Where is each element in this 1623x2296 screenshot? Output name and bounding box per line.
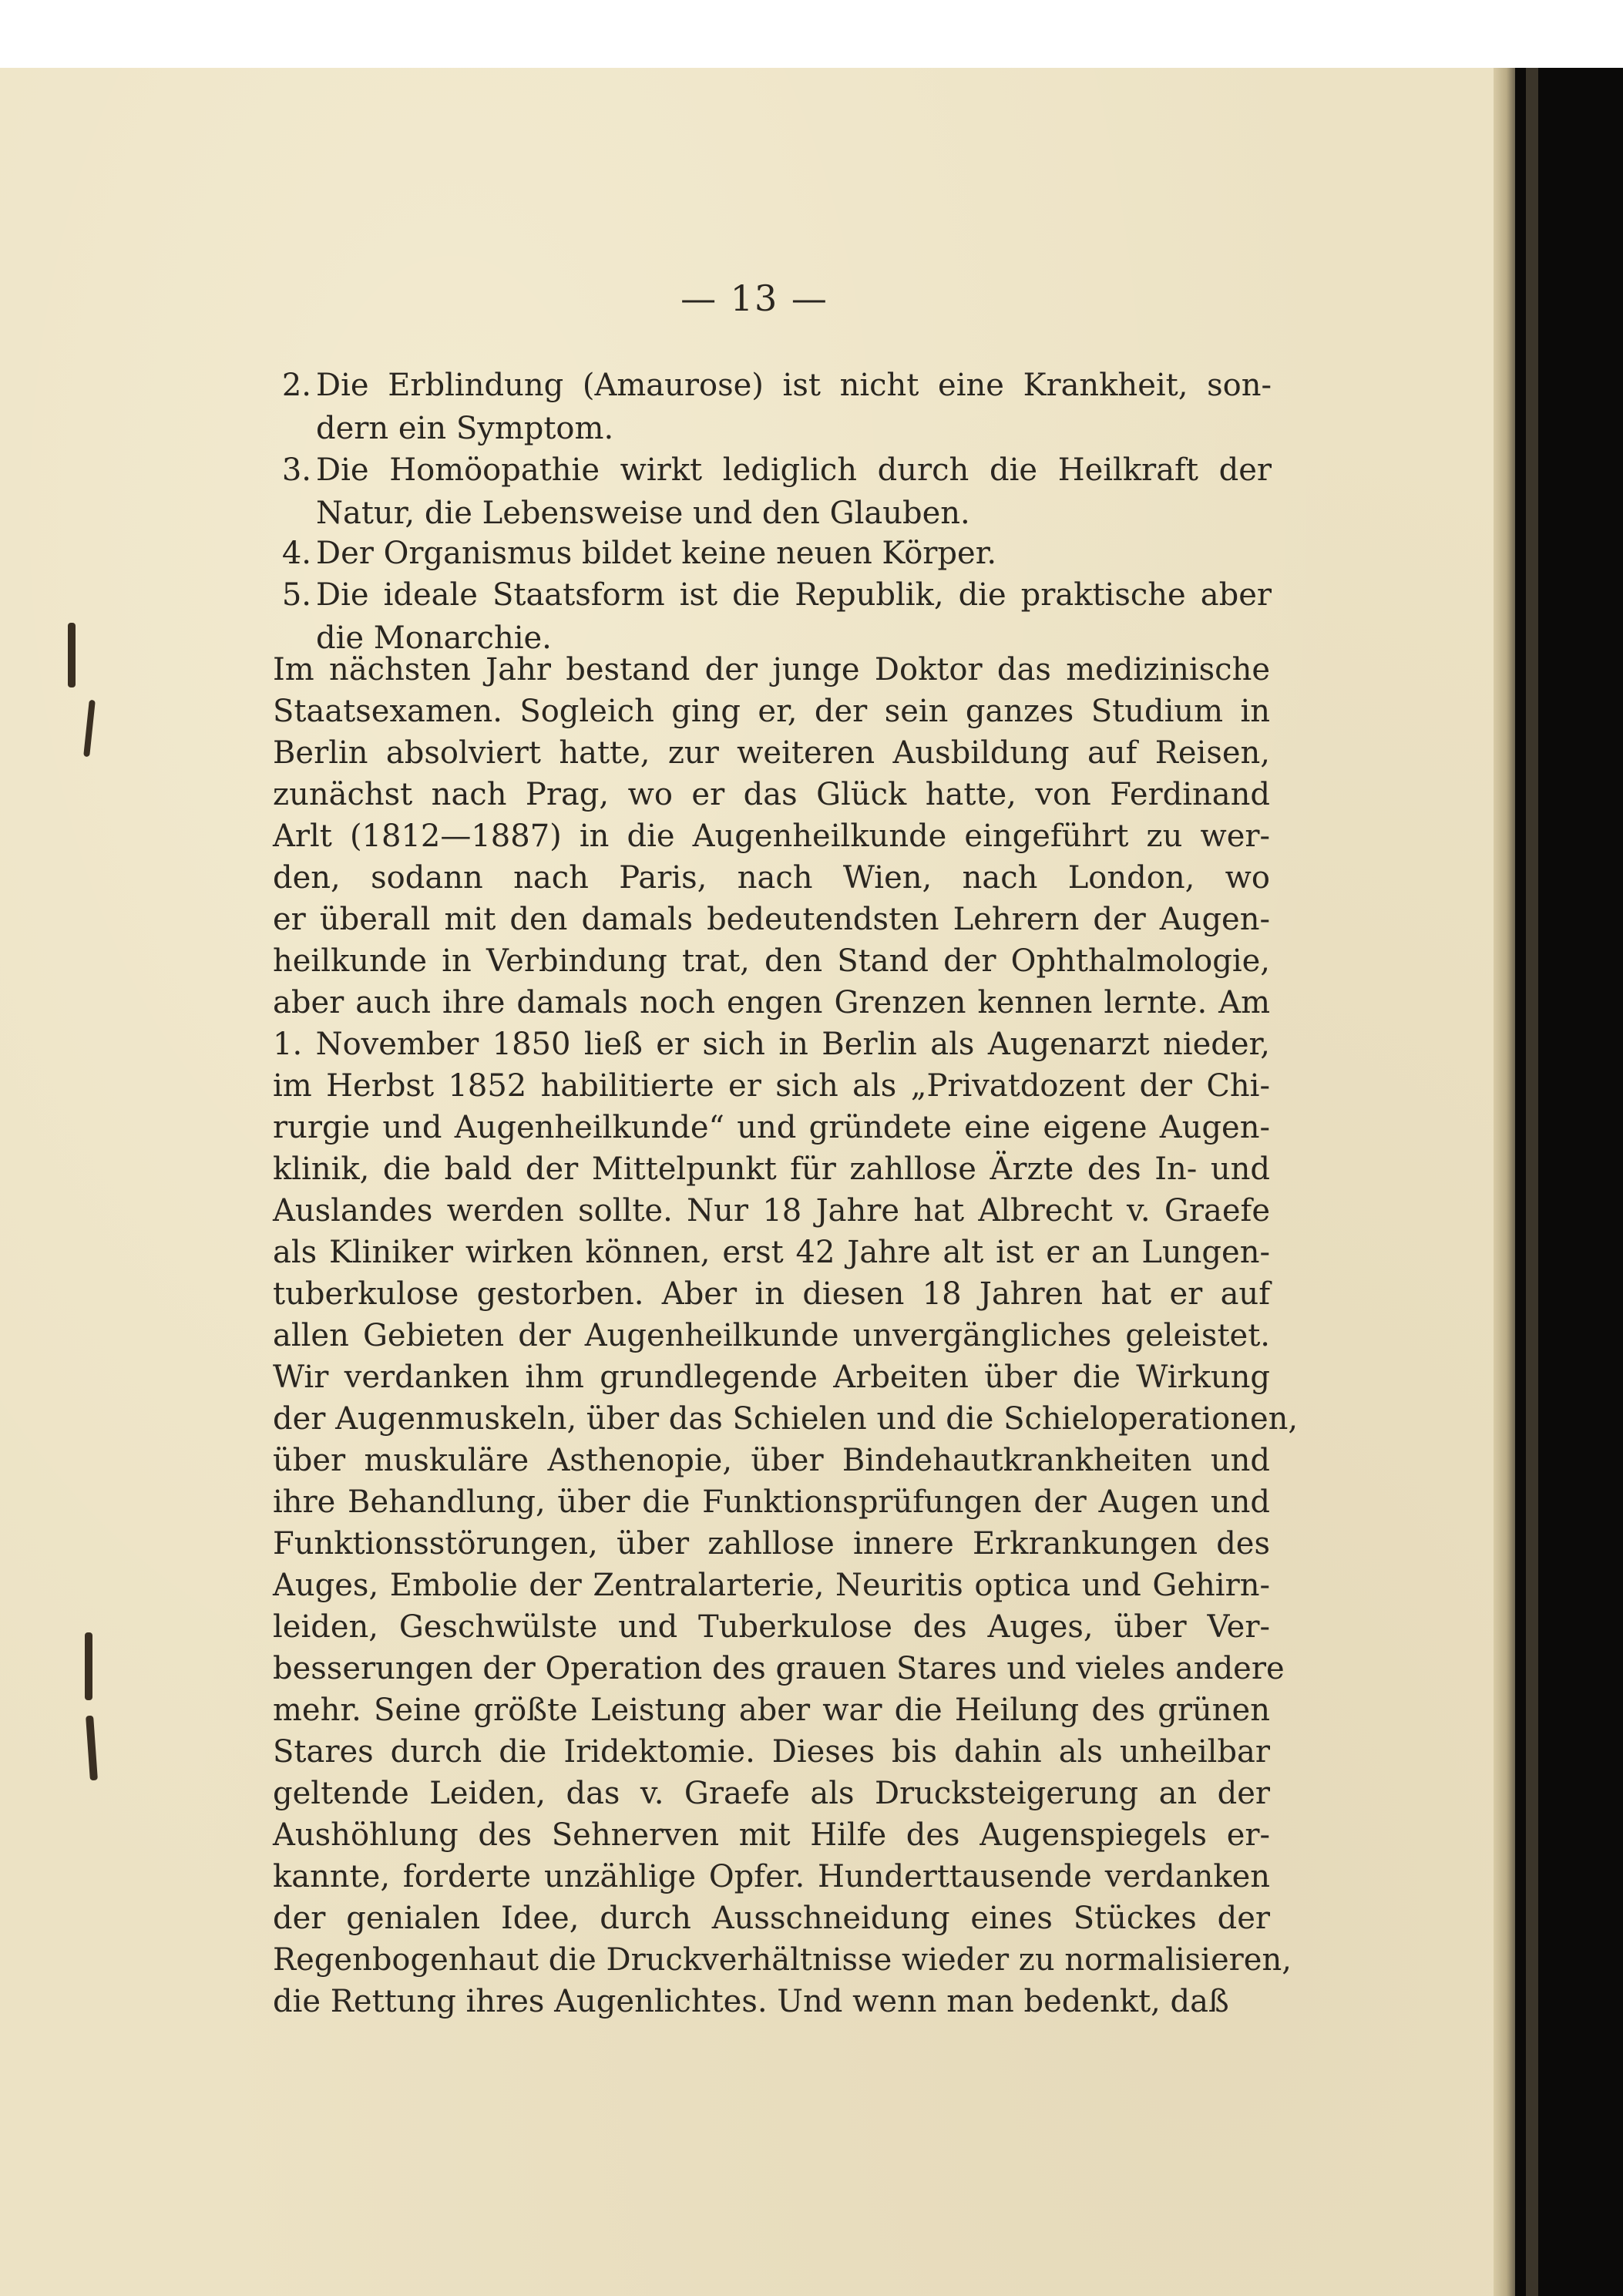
list-number: 5. (281, 577, 311, 613)
paragraph-line: der Augenmuskeln, über das Schielen und die Schieloperationen, (273, 1401, 1299, 1437)
paragraph-line: die Rettung ihres Augenlichtes. Und wenn man bedenkt, daß (273, 1984, 1229, 2019)
paragraph-line: Wir verdanken ihm grundlegende Arbeiten über die Wirkung (273, 1360, 1270, 1395)
paragraph-line: aber auch ihre damals noch engen Grenzen kennen lernte. Am (273, 985, 1270, 1020)
paragraph-line: Auges, Embolie der Zentralarterie, Neuritis optica und Gehirn- (273, 1568, 1270, 1603)
paragraph-line: geltende Leiden, das v. Graefe als Drucksteigerung an der (273, 1776, 1270, 1811)
paragraph-line: leiden, Geschwülste und Tuberkulose des Auges, über Ver- (273, 1609, 1270, 1645)
paragraph-line: heilkunde in Verbindung trat, den Stand der Ophthalmologie, (273, 943, 1270, 979)
book-page (0, 68, 1509, 2296)
paragraph-line: tuberkulose gestorben. Aber in diesen 18 Jahren hat er auf (273, 1276, 1270, 1312)
page-edge-shadow (1494, 68, 1515, 2296)
list-line: Die ideale Staatsform ist die Republik, die praktische aber (316, 577, 1272, 613)
list-line: Die Erblindung (Amaurose) ist nicht eine Krankheit, son- (316, 368, 1272, 403)
paragraph-line: allen Gebieten der Augenheilkunde unvergängliches geleistet. (273, 1318, 1270, 1353)
paragraph-line: Funktionsstörungen, über zahllose innere Erkrankungen des (273, 1526, 1270, 1561)
paragraph-line: über muskuläre Asthenopie, über Bindehautkrankheiten und (273, 1443, 1270, 1478)
binding-mark (86, 1716, 98, 1780)
binding-stub (1526, 68, 1538, 2296)
paragraph-line: mehr. Seine größte Leistung aber war die Heilung des grünen (273, 1693, 1270, 1728)
paragraph-line: Arlt (1812—1887) in die Augenheilkunde eingeführt zu wer- (273, 819, 1270, 854)
paragraph-line: besserungen der Operation des grauen Stares und vieles andere (273, 1651, 1285, 1686)
paragraph-line: Im nächsten Jahr bestand der junge Doktor das medizinische (273, 652, 1270, 687)
paragraph-line: Berlin absolviert hatte, zur weiteren Ausbildung auf Reisen, (273, 735, 1270, 771)
list-number: 4. (281, 536, 311, 571)
list-line: dern ein Symptom. (316, 411, 614, 446)
list-item-2 (281, 364, 1272, 450)
paragraph-line: der genialen Idee, durch Ausschneidung eines Stückes der (273, 1901, 1270, 1936)
list-line: Natur, die Lebensweise und den Glauben. (316, 496, 970, 531)
paragraph-line: er überall mit den damals bedeutendsten Lehrern der Augen- (273, 902, 1270, 937)
paragraph-line: klinik, die bald der Mittelpunkt für zahllose Ärzte des In- und (273, 1151, 1270, 1187)
list-number: 3. (281, 452, 311, 488)
list-number: 2. (281, 368, 311, 403)
list-item-4 (281, 532, 1272, 575)
top-margin (0, 0, 1623, 68)
list-line: die Monarchie. (316, 620, 552, 656)
paragraph-line: kannte, forderte unzählige Opfer. Hunderttausende verdanken (273, 1859, 1270, 1894)
binding-mark (85, 1632, 92, 1700)
paragraph-line: Regenbogenhaut die Druckverhältnisse wieder zu normalisieren, (273, 1942, 1292, 1978)
paragraph-line: Auslandes werden sollte. Nur 18 Jahre hat Albrecht v. Graefe (273, 1193, 1270, 1229)
list-line: Der Organismus bildet keine neuen Körper. (316, 536, 997, 571)
paragraph-line: zunächst nach Prag, wo er das Glück hatte, von Ferdinand (273, 777, 1270, 812)
binding-mark (83, 700, 96, 757)
paragraph-line: 1. November 1850 ließ er sich in Berlin als Augenarzt nieder, (273, 1027, 1270, 1062)
page-number: — 13 — (680, 277, 828, 319)
paragraph-line: rurgie und Augenheilkunde“ und gründete eine eigene Augen- (273, 1110, 1270, 1145)
paragraph-line: als Kliniker wirken können, erst 42 Jahre alt ist er an Lungen- (273, 1235, 1270, 1270)
list-item-3 (281, 449, 1272, 535)
paragraph-line: Stares durch die Iridektomie. Dieses bis dahin als unheilbar (273, 1734, 1270, 1770)
list-item-5 (281, 573, 1272, 660)
list-line: Die Homöopathie wirkt lediglich durch die Heilkraft der (316, 452, 1272, 488)
paragraph-line: den, sodann nach Paris, nach Wien, nach London, wo (273, 860, 1270, 896)
paragraph-line: ihre Behandlung, über die Funktionsprüfungen der Augen und (273, 1484, 1270, 1520)
paragraph-line: Staatsexamen. Sogleich ging er, der sein ganzes Studium in (273, 694, 1270, 729)
binding-mark (68, 623, 76, 687)
paragraph-line: im Herbst 1852 habilitierte er sich als „Privatdozent der Chi- (273, 1068, 1270, 1104)
body-paragraph (273, 649, 1299, 2022)
paragraph-line: Aushöhlung des Sehnerven mit Hilfe des Augenspiegels er- (273, 1817, 1270, 1853)
